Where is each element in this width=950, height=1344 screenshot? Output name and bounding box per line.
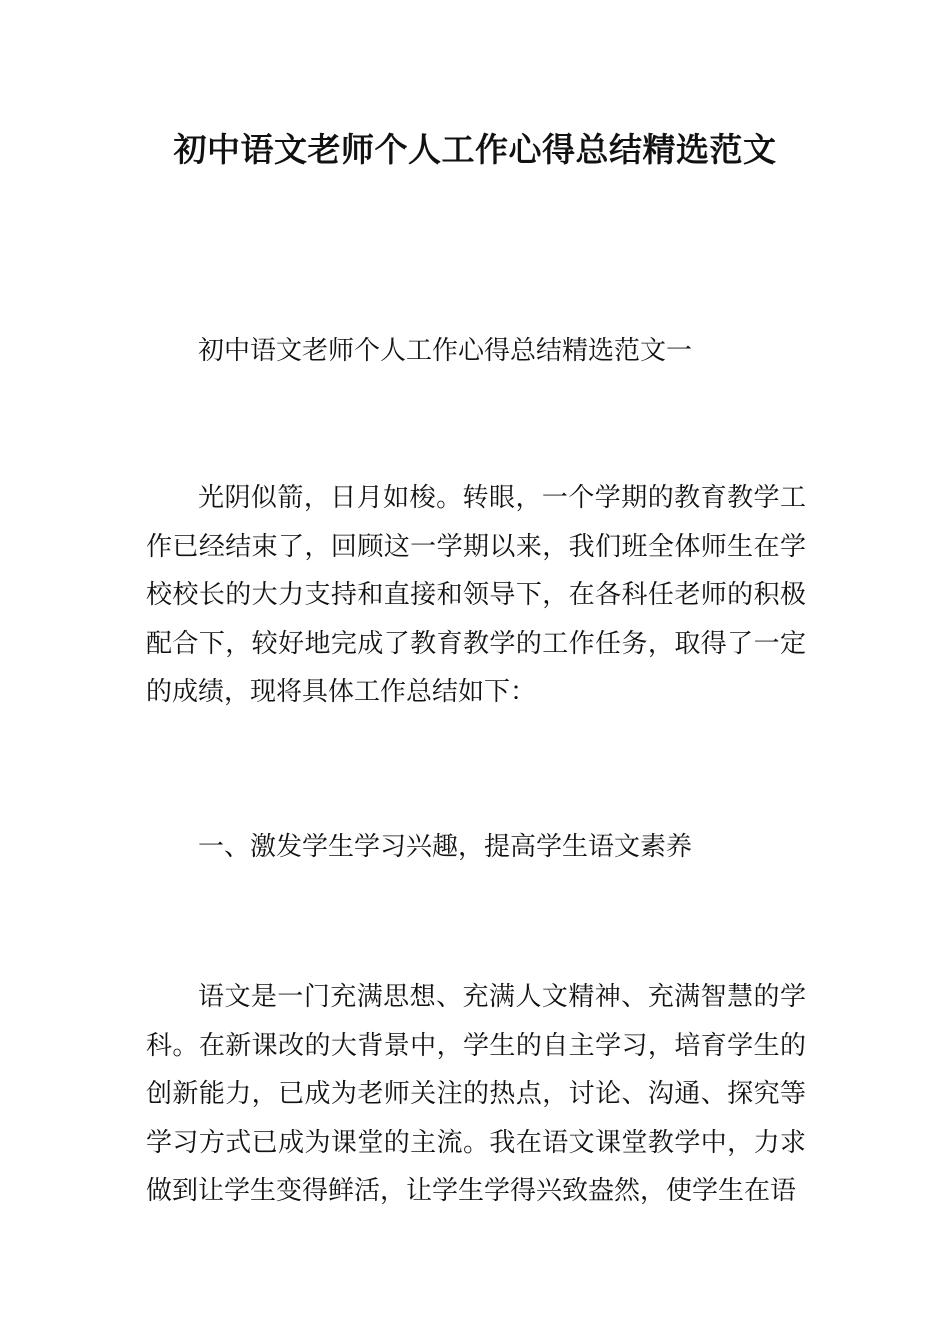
document-title: 初中语文老师个人工作心得总结精选范文 xyxy=(173,130,777,169)
paragraph-intro: 光阴似箭，日月如梭。转眼，一个学期的教育教学工作已经结束了，回顾这一学期以来，我们班全体师生在学校校长的大力支持和直接和领导下，在各科任老师的积极配合下，较好地完成了教育教学的工作任务，取得了一定的成绩，现将具体工作总结如下： xyxy=(146,483,806,707)
document-subtitle: 初中语文老师个人工作心得总结精选范文一 xyxy=(198,336,693,366)
paragraph-body: 语文是一门充满思想、充满人文精神、充满智慧的学科。在新课改的大背景中，学生的自主学习，培育学生的创新能力，已成为老师关注的热点，讨论、沟通、探究等学习方式已成为课堂的主流。我在语文课堂教学中，力求做到让学生变得鲜活，让学生学得兴致盎然，使学生在语 xyxy=(146,982,806,1206)
section-heading: 一、激发学生学习兴趣，提高学生语文素养 xyxy=(198,832,693,862)
